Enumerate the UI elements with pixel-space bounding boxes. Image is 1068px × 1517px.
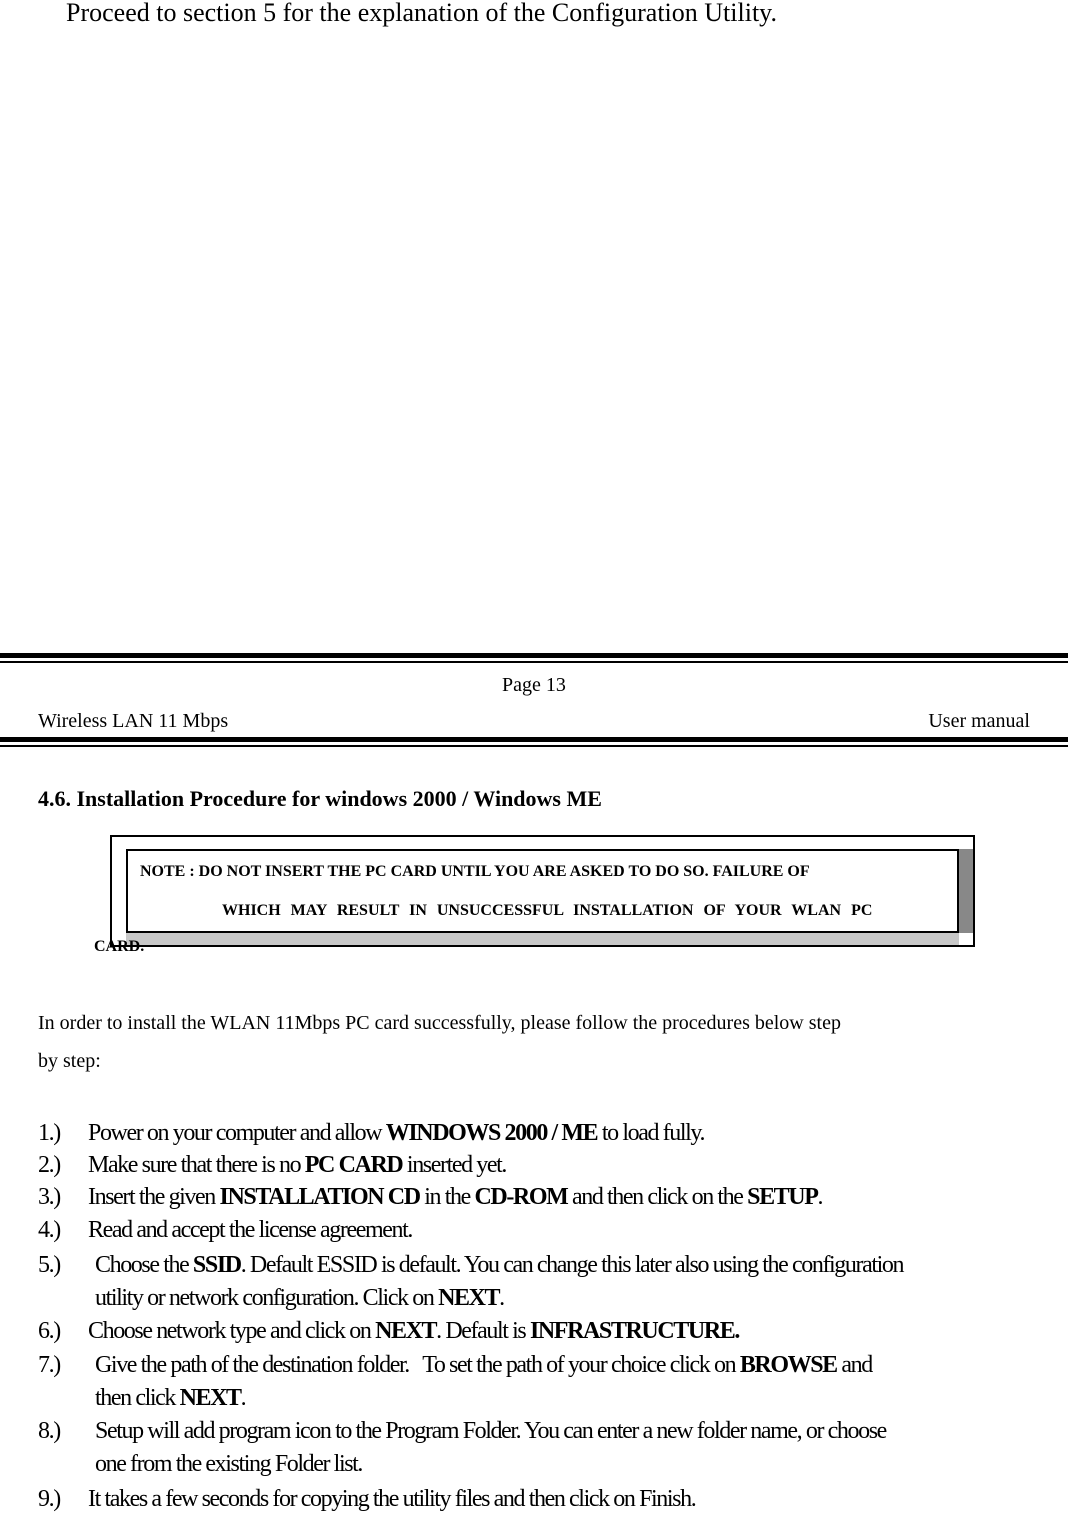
step-text-segment: inserted yet. <box>402 1152 507 1178</box>
step-bold-term: NEXT <box>179 1385 241 1411</box>
top-paragraph: Proceed to section 5 for the explanation of the Configuration Utility. <box>66 0 777 27</box>
step-number: 6.) <box>38 1318 60 1344</box>
step-text <box>95 1385 245 1412</box>
step-text-segment: Setup will add program icon to the Program Folder. You can enter a new folder name, or choose <box>95 1418 886 1444</box>
note-line-3: CARD. <box>94 938 145 955</box>
step-text <box>88 1152 506 1179</box>
step-text-segment: Make sure that there is no <box>88 1152 305 1178</box>
step-text-segment: one from the existing Folder list. <box>95 1451 363 1477</box>
step-number: 8.) <box>38 1418 60 1444</box>
step-text-segment: It takes a few seconds for copying the utility files and then click on Finish. <box>88 1486 696 1512</box>
step-text-segment: Insert the given <box>88 1184 220 1210</box>
step-text <box>95 1285 504 1312</box>
step-text-segment: . Default ESSID is default. You can change this later also using the configuration <box>240 1252 904 1278</box>
step-text <box>95 1418 886 1445</box>
step-text-segment: . <box>817 1184 823 1210</box>
step-bold-term: SETUP <box>747 1184 818 1210</box>
step-bold-term: NEXT <box>375 1318 437 1344</box>
step-text <box>88 1318 739 1345</box>
step-text-segment: Give the path of the destination folder. To set the path of your choice click on <box>95 1352 740 1378</box>
intro-line-1: In order to install the WLAN 11Mbps PC card successfully, please follow the procedures below step <box>38 1012 841 1034</box>
step-bold-term: SSID <box>192 1252 241 1278</box>
step-text-segment: . <box>240 1385 246 1411</box>
step-text-segment: and <box>836 1352 872 1378</box>
step-text-segment: Read and accept the license agreement. <box>88 1217 412 1243</box>
bevel-right <box>959 849 973 933</box>
intro-line-2: by step: <box>38 1050 101 1072</box>
step-text-segment: in the <box>419 1184 475 1210</box>
step-number: 4.) <box>38 1217 60 1243</box>
step-number: 5.) <box>38 1252 60 1278</box>
step-number: 3.) <box>38 1184 60 1210</box>
note-box <box>110 835 975 947</box>
bevel-bottom <box>126 933 959 945</box>
step-number: 2.) <box>38 1152 60 1178</box>
section-heading: 4.6. Installation Procedure for windows 2000 / Windows ME <box>38 786 602 811</box>
step-text <box>95 1352 872 1379</box>
note-line-1: NOTE : DO NOT INSERT THE PC CARD UNTIL YOU ARE ASKED TO DO SO. FAILURE OF <box>140 863 810 880</box>
page-number: Page 13 <box>502 674 566 696</box>
step-text <box>95 1451 362 1478</box>
step-bold-term: INFRASTRUCTURE. <box>529 1318 739 1344</box>
header-rule-thick <box>0 737 1068 742</box>
step-text-segment: Choose network type and click on <box>88 1318 376 1344</box>
note-line-2: WHICH MAY RESULT IN UNSUCCESSFUL INSTALLATION OF YOUR WLAN PC <box>222 902 873 919</box>
step-bold-term: CD-ROM <box>474 1184 568 1210</box>
step-text <box>88 1184 822 1211</box>
header-doc-type: User manual <box>928 710 1030 732</box>
footer-rule-thick <box>0 653 1068 658</box>
step-text-segment: then click <box>95 1385 180 1411</box>
step-text-segment: utility or network configuration. Click on <box>95 1285 439 1311</box>
step-text <box>88 1120 704 1147</box>
note-inner-frame <box>126 849 959 933</box>
step-text <box>95 1252 903 1279</box>
step-bold-term: NEXT <box>438 1285 500 1311</box>
step-text <box>88 1486 695 1513</box>
step-number: 1.) <box>38 1120 60 1146</box>
step-bold-term: PC CARD <box>304 1152 403 1178</box>
step-text <box>88 1217 412 1244</box>
header-rule-thin <box>0 745 1068 747</box>
step-bold-term: WINDOWS 2000 / ME <box>385 1120 598 1146</box>
step-bold-term: INSTALLATION CD <box>219 1184 420 1210</box>
step-text-segment: and then click on the <box>567 1184 748 1210</box>
step-text-segment: to load fully. <box>597 1120 705 1146</box>
step-text-segment: Power on your computer and allow <box>88 1120 386 1146</box>
step-text-segment: . <box>499 1285 504 1311</box>
footer-rule-thin <box>0 661 1068 663</box>
step-number: 7.) <box>38 1352 60 1378</box>
header-product: Wireless LAN 11 Mbps <box>38 710 229 732</box>
step-bold-term: BROWSE <box>739 1352 837 1378</box>
step-text-segment: . Default is <box>436 1318 530 1344</box>
step-text-segment: Choose the <box>95 1252 193 1278</box>
step-number: 9.) <box>38 1486 60 1512</box>
